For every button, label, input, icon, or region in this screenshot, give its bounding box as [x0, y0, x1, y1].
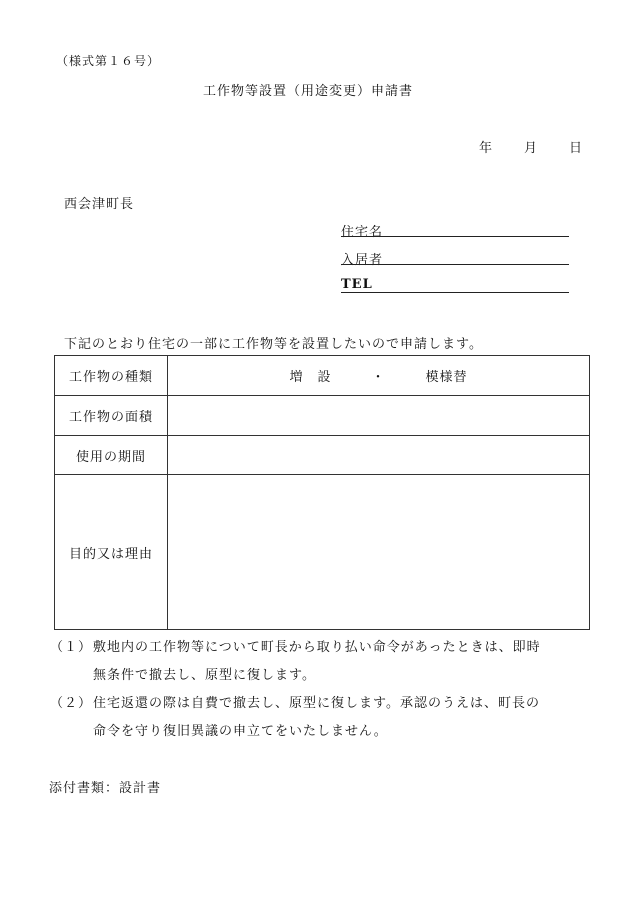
option-extension[interactable]: 増 設 [289, 370, 332, 385]
table-row [55, 396, 590, 436]
residence-name-field[interactable] [341, 236, 569, 237]
note-1-line-2: 無条件で撤去し、原型に復します。 [93, 668, 316, 683]
tel-label: TEL [341, 277, 373, 292]
table-row [55, 436, 590, 475]
attachment-note: 添付書類：設計書 [49, 781, 162, 796]
addressee: 西会津町長 [64, 197, 135, 212]
application-table [54, 355, 590, 630]
note-2-number: （２） [50, 696, 93, 711]
option-remodel[interactable]: 模様替 [425, 370, 468, 385]
row-label-reason: 目的又は理由 [55, 475, 168, 630]
resident-field[interactable] [341, 264, 569, 265]
table-row [55, 475, 590, 630]
row-label-type: 工作物の種類 [55, 356, 168, 396]
resident-label: 入居者 [341, 253, 384, 268]
row-label-period: 使用の期間 [55, 436, 168, 475]
type-options-cell [168, 356, 590, 396]
period-input-cell[interactable] [168, 436, 590, 475]
note-1-number: （１） [50, 640, 93, 655]
note-2-line-1: 住宅返還の際は自費で撤去し、原型に復します。承認のうえは、町長の [93, 696, 540, 711]
residence-name-label: 住宅名 [341, 225, 384, 240]
note-2-line-2: 命令を守り復旧異議の申立てをいたしません。 [93, 724, 388, 739]
date-month-label: 月 [524, 141, 539, 156]
intro-text: 下記のとおり住宅の一部に工作物等を設置したいので申請します。 [64, 337, 483, 352]
tel-field[interactable] [341, 292, 569, 293]
row-label-area: 工作物の面積 [55, 396, 168, 436]
date-day-label: 日 [569, 141, 584, 156]
form-number: （様式第１６号） [56, 54, 161, 68]
date-year-label: 年 [479, 141, 494, 156]
area-input-cell[interactable] [168, 396, 590, 436]
note-1-line-1: 敷地内の工作物等について町長から取り払い命令があったときは、即時 [93, 640, 541, 655]
option-separator: ・ [371, 370, 386, 385]
table-row [55, 356, 590, 396]
document-title: 工作物等設置（用途変更）申請書 [203, 84, 414, 99]
reason-input-cell[interactable] [168, 475, 590, 630]
